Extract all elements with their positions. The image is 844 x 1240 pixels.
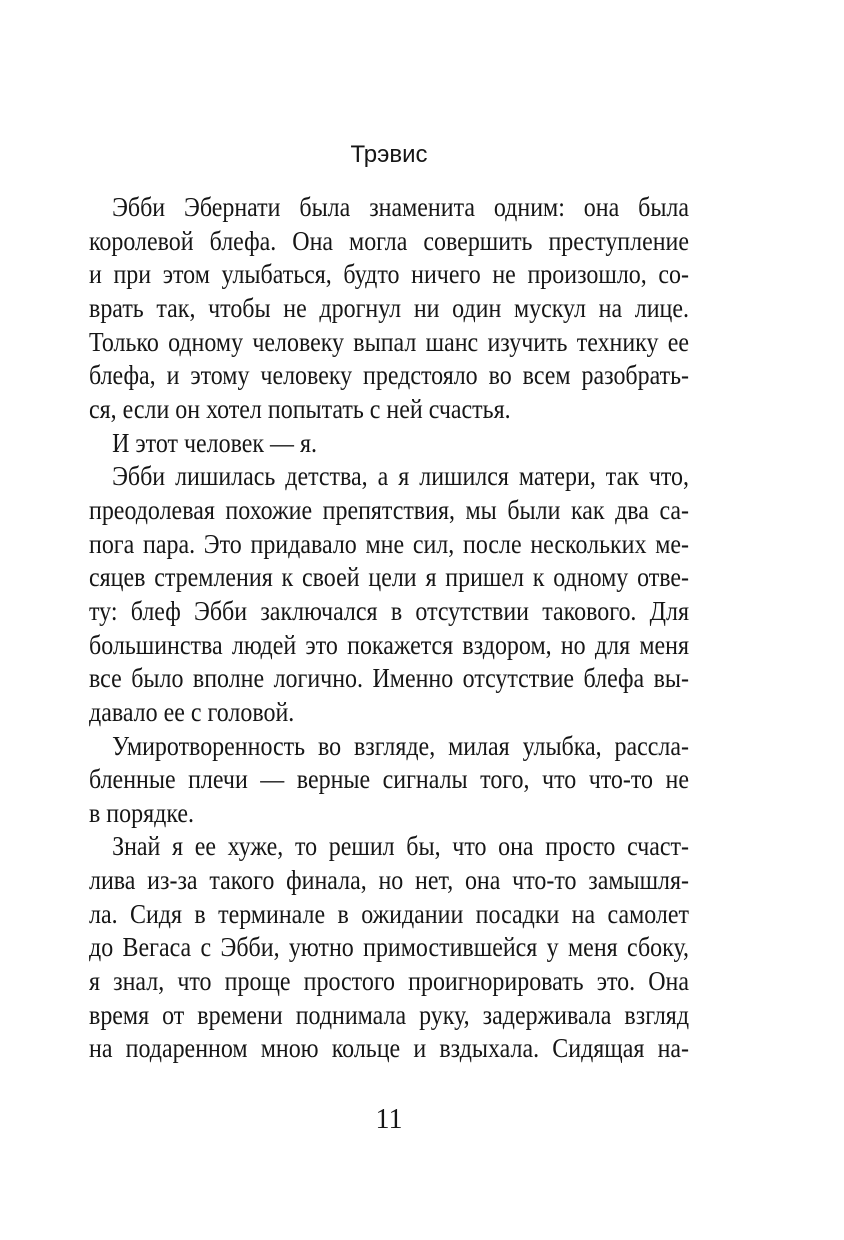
text-line: сяцев стремления к своей цели я пришел к одному отве-: [89, 562, 690, 593]
text-line: королевой блефа. Она могла совершить преступление: [89, 225, 690, 256]
text-line: давало ее с головой.: [89, 696, 295, 727]
text-line: большинства людей это покажется вздором, но для меня: [89, 629, 690, 660]
text-line: Знай я ее хуже, то решил бы, что она просто счаст-: [112, 831, 690, 862]
body-text-column: [89, 191, 689, 1066]
text-line: на подаренном мною кольце и вздыхала. Сидящая на-: [89, 1033, 690, 1064]
text-line: пога пара. Это придавало мне сил, после нескольких ме-: [89, 528, 690, 559]
text-line: Умиротворенность во взгляде, милая улыбка, рассла-: [112, 730, 690, 761]
text-line: ла. Сидя в терминале в ожидании посадки на самолет: [89, 898, 690, 929]
text-line: лива из-за такого финала, но нет, она что-то замышля-: [89, 865, 690, 896]
text-line: преодолевая похожие препятствия, мы были как два са-: [89, 494, 690, 525]
text-line: ту: блеф Эбби заключался в отсутствии такового. Для: [89, 595, 690, 626]
text-line: бленные плечи — верные сигналы того, что что-то не: [89, 764, 690, 795]
page-number: 11: [375, 1104, 403, 1135]
text-line: и при этом улыбаться, будто ничего не произошло, со-: [89, 259, 690, 290]
text-line: ся, если он хотел попытать с ней счастья.: [89, 393, 511, 424]
text-line: блефа, и этому человеку предстояло во всем разобрать-: [89, 360, 690, 391]
text-line: Только одному человеку выпал шанс изучить технику ее: [89, 326, 690, 357]
text-line: И этот человек — я.: [112, 427, 318, 458]
chapter-title: Трэвис: [350, 141, 428, 168]
text-line: Эбби лишилась детства, а я лишился матери, так что,: [112, 461, 690, 492]
text-line: до Вегаса с Эбби, уютно примостившейся у меня сбоку,: [89, 932, 690, 963]
text-line: все было вполне логично. Именно отсутствие блефа вы-: [89, 663, 690, 694]
text-line: я знал, что проще простого проигнорировать это. Она: [89, 966, 690, 997]
text-line: в порядке.: [89, 797, 195, 828]
text-line: врать так, чтобы не дрогнул ни один мускул на лице.: [89, 292, 690, 323]
text-line: время от времени поднимала руку, задерживала взгляд: [89, 999, 690, 1030]
text-line: Эбби Эбернати была знаменита одним: она была: [112, 192, 690, 222]
